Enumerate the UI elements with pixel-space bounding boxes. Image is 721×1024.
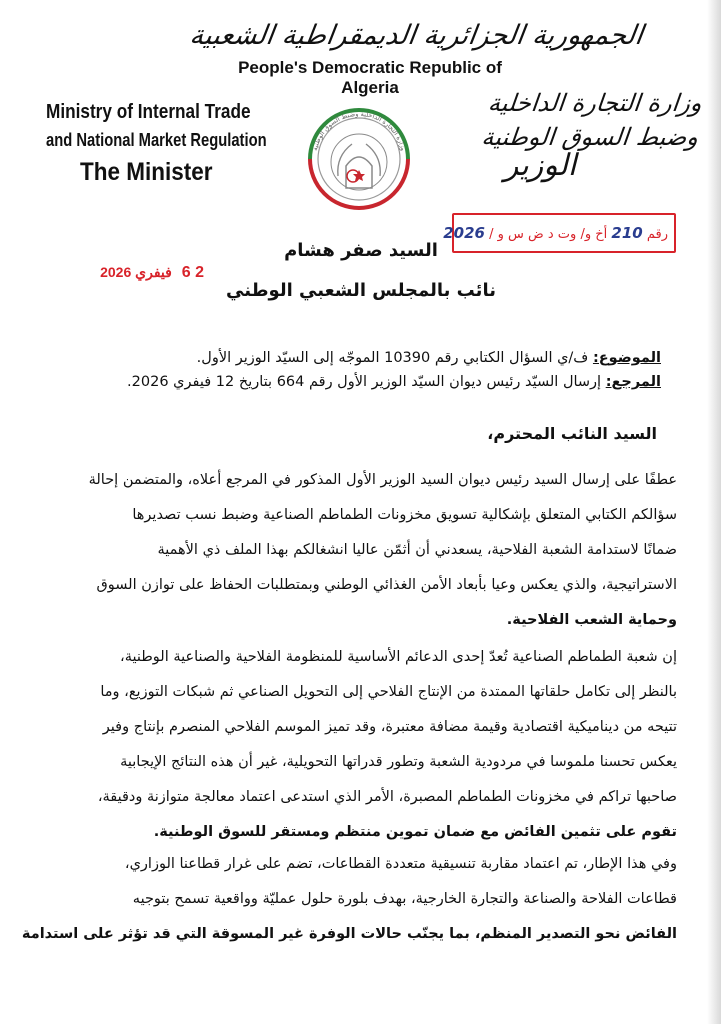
- english-republic-header: People's Democratic Republic of Algeria: [238, 58, 502, 97]
- subject-text: ف/ي السؤال الكتابي رقم 10390 الموجّه إلى السيّد الوزير الأول.: [196, 350, 589, 366]
- paragraph-line: وحماية الشعب الفلاحية.: [506, 612, 677, 628]
- arabic-ministry-line1: وزارة التجارة الداخلية: [486, 89, 704, 117]
- paragraph-line: وفي هذا الإطار، تم اعتماد مقاربة تنسيقية متعددة القطاعات، تضم على غرار قطاعنا الوزاري،: [124, 856, 677, 872]
- paragraph-1: [37, 463, 677, 638]
- arabic-republic-header: الجمهورية الجزائرية الديمقراطية الشعبية: [187, 20, 645, 51]
- paragraph-line: تتيحه من ديناميكية اقتصادية وقيمة مضافة معتبرة، وقد تميز الموسم الفلاحي المنصرم بإنتاج وفير: [102, 719, 677, 735]
- salutation: السيد النائب المحترم،: [487, 424, 657, 443]
- reference-number: 210: [611, 224, 643, 242]
- paragraph-line: ضمانًا لاستدامة الشعبة الفلاحية، يسعدني أن أثمّن عاليا انشغالكم بهذا الملف ذي الأهمية: [157, 542, 677, 558]
- seal-caption: وزارة التجارة الداخلية وضبط السوق الوطنية: [310, 109, 408, 152]
- reference-text: إرسال السيّد رئيس ديوان السيّد الوزير الأول رقم 664 بتاريخ 12 فيفري 2026.: [127, 374, 602, 390]
- svg-text:وزارة التجارة الداخلية وضبط ال: [311, 110, 407, 152]
- english-ministry-name: [46, 98, 267, 154]
- page-edge-shadow: [707, 0, 721, 1024]
- ministry-seal-icon: [296, 96, 422, 222]
- recipient-name: السيد صفر هشام: [284, 240, 438, 261]
- paragraph-line: قطاعات الفلاحة والصناعة والتجارة الخارجية، بهدف بلورة حلول عمليّة وواقعية تسمح بتوجيه: [132, 891, 677, 907]
- arabic-ministry-name: [451, 86, 703, 154]
- paragraph-3: [21, 847, 677, 952]
- date-year: 2026: [100, 264, 132, 280]
- paragraph-2: [37, 640, 677, 850]
- reference-year: 2026: [443, 224, 485, 242]
- paragraph-line: يعكس تحسنا ملموسا في مردودية الشعبة وتطور قدراتها التحويلية، غير أن هذه النتائج الإيجابية: [120, 754, 677, 770]
- arabic-ministry-line2: وضبط السوق الوطنية: [480, 123, 700, 151]
- paragraph-line: تقوم على تثمين الفائض مع ضمان تموين منتظم ومستقر للسوق الوطنية.: [153, 824, 677, 840]
- english-minister-title: The Minister: [80, 158, 213, 186]
- subject-label: الموضوع:: [592, 350, 661, 366]
- reference-line: [51, 374, 661, 390]
- paragraph-line: صاحبها تراكم في مخزونات الطماطم المصبرة، الأمر الذي استدعى اعتماد معالجة متوازنة ودقيقة،: [97, 789, 677, 805]
- recipient-title: نائب بالمجلس الشعبي الوطني: [226, 280, 496, 301]
- paragraph-line: الاستراتيجية، والذي يعكس وعيا بأبعاد الأمن الغذائي الوطني وبمتطلبات الحفاظ على توازن السوق: [96, 577, 677, 593]
- paragraph-line: سؤالكم الكتابي المتعلق بإشكالية تسويق مخزونات الطماطم الصناعية وضبط نسب تصديرها: [132, 507, 677, 523]
- english-ministry-line1: Ministry of Internal Trade: [46, 101, 251, 123]
- date-stamp: [94, 264, 204, 282]
- paragraph-line: بالنظر إلى تكامل حلقاتها الممتدة من الإنتاج الفلاحي إلى التحويل الصناعي ثم شبكات التوزيع، وما: [100, 684, 677, 700]
- arabic-minister-title: الوزير: [503, 148, 577, 183]
- paragraph-line: عطفًا على إرسال السيد رئيس ديوان السيد الوزير الأول المذكور في المرجع أعلاه، والمتضمن إحالة: [88, 472, 677, 488]
- paragraph-line: إن شعبة الطماطم الصناعية تُعدّ إحدى الدعائم الأساسية للمنظومة الفلاحية والصناعية الوطنية،: [120, 649, 677, 665]
- paragraph-line: الفائض نحو التصدير المنظم، بما يجنّب حالات الوفرة غير المسوقة التي قد تؤثر على استدامة: [21, 926, 677, 942]
- english-ministry-line2: and National Market Regulation: [46, 130, 267, 150]
- subject-line: [51, 350, 661, 366]
- reference-number-stamp: [443, 213, 676, 253]
- date-day: 2 6: [181, 264, 204, 281]
- reference-prefix: رقم: [646, 227, 668, 242]
- reference-label: المرجع:: [605, 374, 661, 390]
- date-month: فيفري: [135, 264, 172, 280]
- reference-code: أخ و/ وت د ض س و /: [489, 227, 608, 242]
